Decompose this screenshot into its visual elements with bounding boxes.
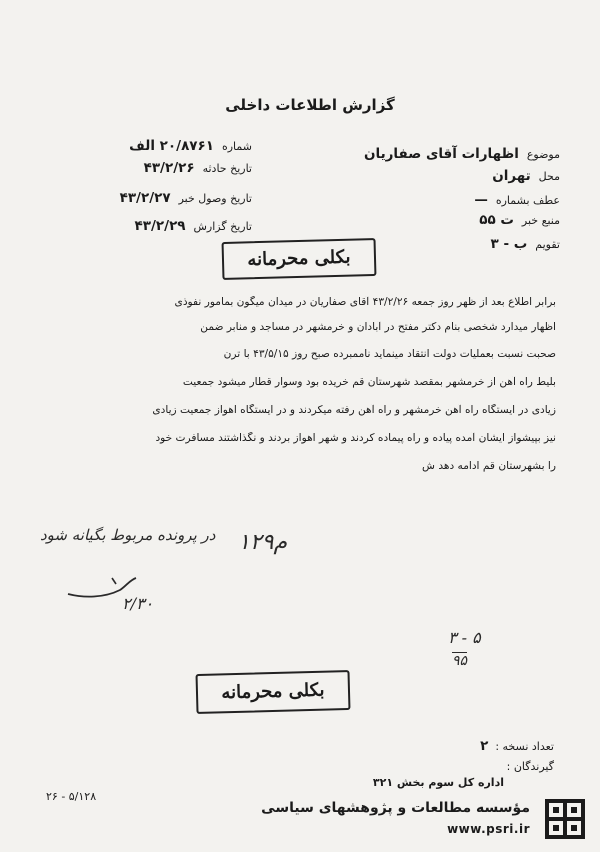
header-field-receipt-date: تاریخ وصول خبر ۴۳/۲/۲۷ [119,190,252,206]
body-line: زیادی در ایستگاه راه آهن خرمشهر و راه آهن رفته میکردند و در ایستگاه اهواز جمعیت زیادی [152,404,556,416]
subject-field-reference: عطف بشماره — [474,192,560,208]
header-field-report-date: تاریخ گزارش ۴۳/۲/۲۹ [134,218,252,234]
institute-url: www.psri.ir [447,822,530,836]
confidential-stamp-bottom: بکلی محرمانه [196,670,351,714]
body-line: را بشهرستان قم ادامه دهد ش [422,460,556,472]
body-line: برابر اطلاع بعد از ظهر روز جمعه ۴۳/۲/۲۶ آقای صفاریان در میدان میگون بمامور نفوذی [174,296,556,308]
handwritten-mark-1: ۳ - ۵ [448,628,481,647]
handwritten-number: ۲/۳۰ [122,594,154,613]
institute-logo-icon [544,798,586,840]
subject-field-place: محل تهران [492,168,560,184]
body-line: اظهار میدارد شخصی بنام دکتر مفتح در آبادان و خرمشهر در مساجد و منابر ضمن [200,321,556,333]
body-line: صحبت نسبت بعملیات دولت انتقاد مینماید ناممبرده صبح روز ۴۳/۵/۱۵ با ترن [223,348,556,360]
institute-banner [262,792,600,852]
header-field-incident-date: تاریخ حادثه ۴۳/۲/۲۶ [143,160,252,176]
subject-field-calendar: تقویم ب - ۳ [490,236,560,252]
footer-copies: تعداد نسخه : ۲ [480,738,554,754]
footer-recipients: گیرندگان : [506,760,554,773]
handwritten-note: در پرونده مربوط بگیانه شود [40,526,216,544]
document-title: گزارش اطلاعات داخلی [225,96,395,114]
footer-department: اداره کل سوم بخش ۳۲۱ [372,776,504,789]
subject-field-topic: موضوع اظهارات آقای صفاریان [364,146,560,162]
institute-name: مؤسسه مطالعات و پژوهشهای سیاسی [261,800,530,816]
handwritten-mark-2: ۹۵ [452,653,468,669]
header-field-number: شماره ۲۰/۸۷۶۱ الف [129,138,252,154]
body-line: بلیط راه آهن از خرمشهر بمقصد شهرستان قم خریده بود وسوار قطار میشود جمعیت [182,376,556,388]
body-line: نیز بپیشواز ایشان آمده پیاده و راه پیماده کردند و شهر اهواز بردند و نگذاشتند مسافرت خود [155,432,556,444]
footer-reference: ۲۶ - ۵/۱۲۸ [46,790,97,803]
subject-field-source: منبع خبر ت ۵۵ [479,212,560,228]
confidential-stamp-top: بکلی محرمانه [222,238,377,280]
handwritten-reference: ۱۲۹م [238,530,288,555]
